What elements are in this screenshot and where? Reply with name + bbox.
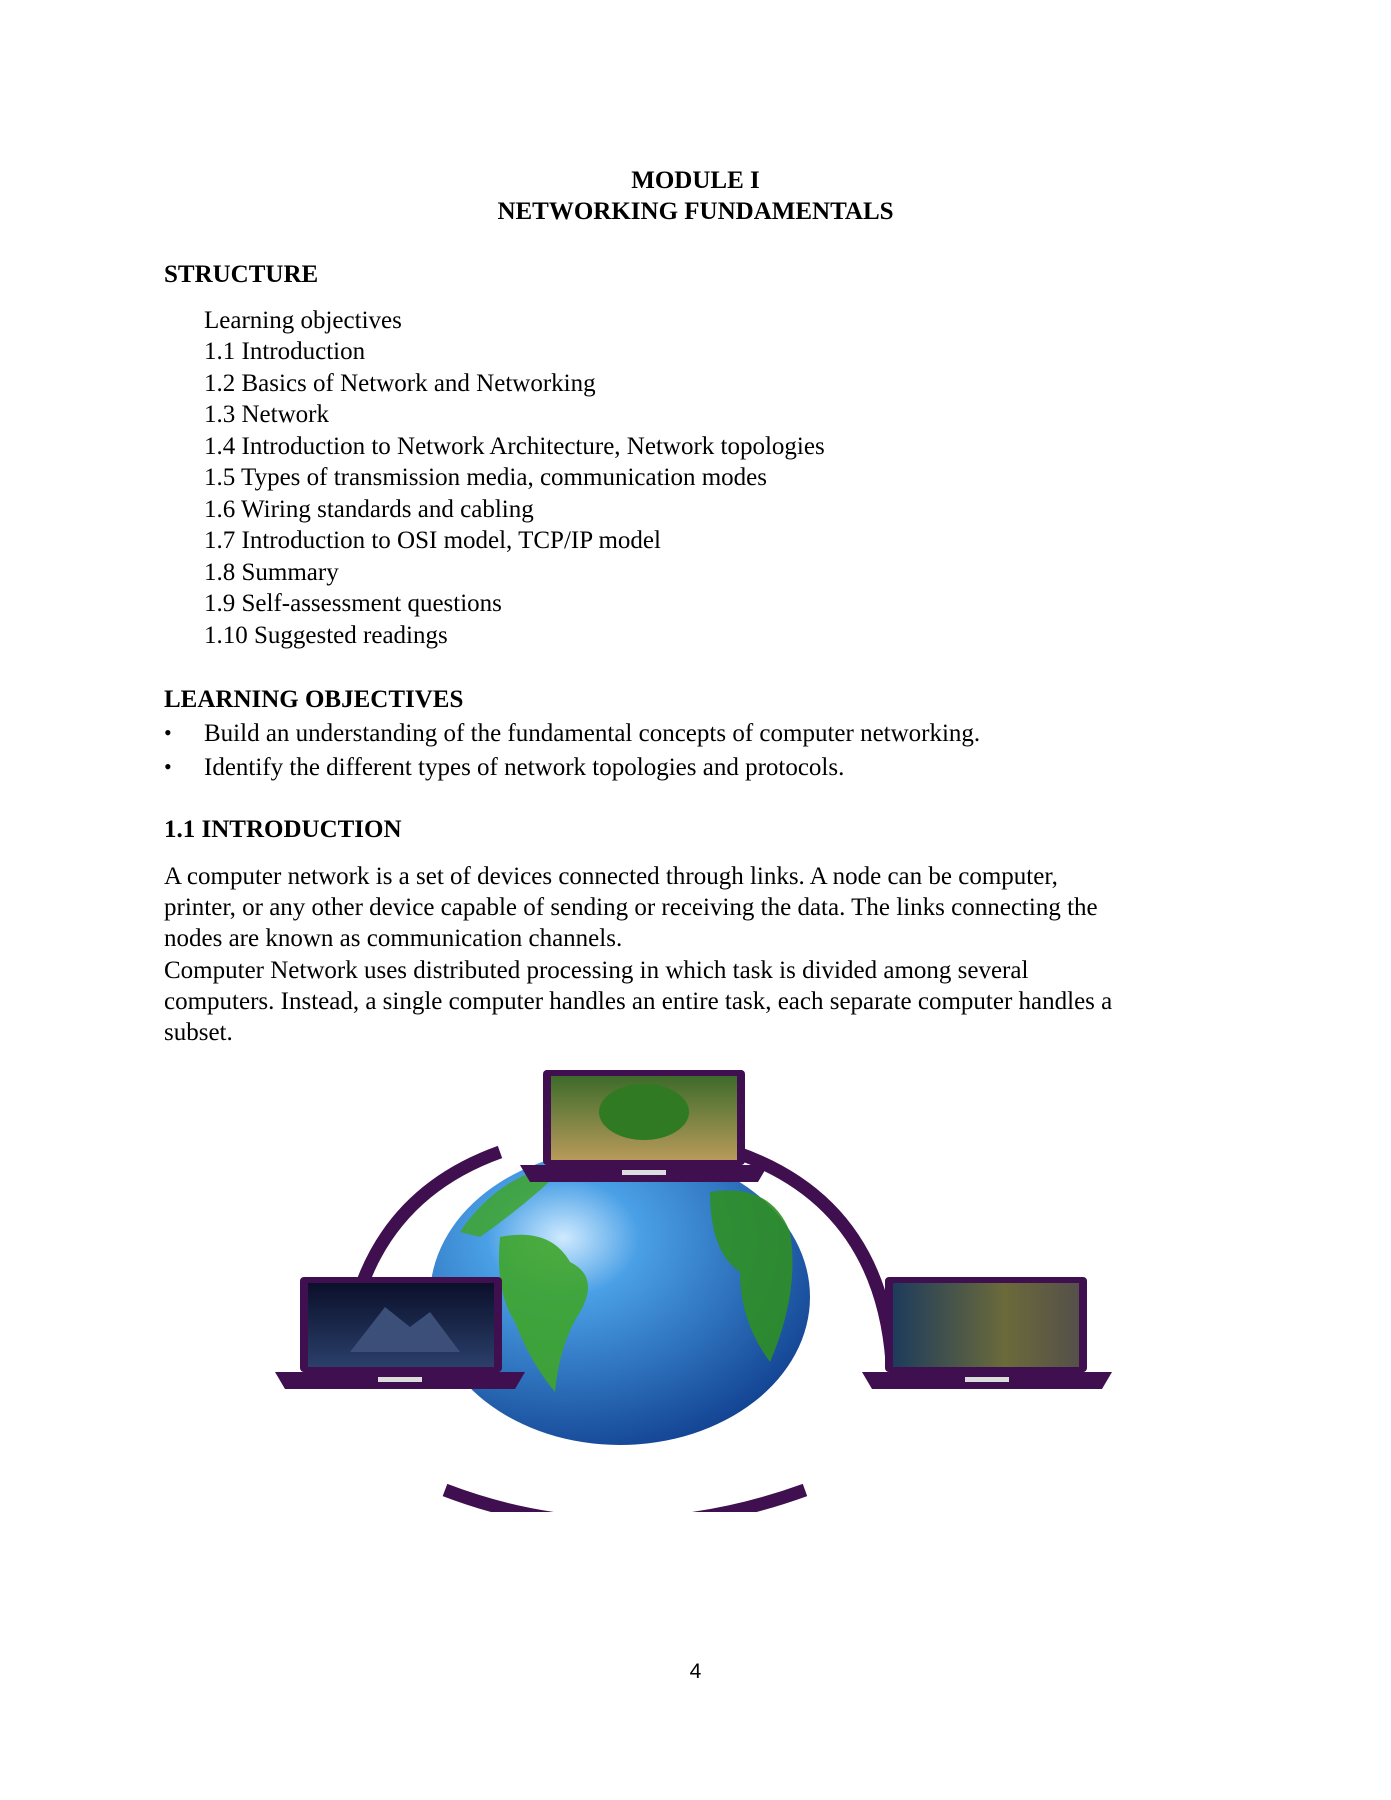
laptop-icon-left	[275, 1277, 525, 1389]
list-item: 1.3 Network	[204, 401, 329, 428]
page-number: 4	[689, 1660, 702, 1683]
paragraph-line: subset.	[164, 1019, 233, 1046]
module-label: MODULE I	[631, 167, 760, 194]
list-item: 1.10 Suggested readings	[204, 622, 448, 649]
bullet-icon: •	[164, 720, 172, 745]
paragraph-line: printer, or any other device capable of sending or receiving the data. The links connecting the	[164, 894, 1098, 921]
list-item: 1.6 Wiring standards and cabling	[204, 496, 534, 523]
list-item: 1.1 Introduction	[204, 338, 366, 365]
paragraph-line: Computer Network uses distributed processing in which task is divided among several	[164, 957, 1029, 984]
objectives-heading: LEARNING OBJECTIVES	[164, 686, 464, 713]
page-title: NETWORKING FUNDAMENTALS	[497, 198, 894, 225]
laptop-icon-right	[862, 1277, 1112, 1389]
list-item: 1.2 Basics of Network and Networking	[204, 370, 596, 397]
arc-bottom	[445, 1490, 805, 1512]
list-item: 1.4 Introduction to Network Architecture, Network topologies	[204, 433, 825, 460]
objective-item: Identify the different types of network topologies and protocols.	[204, 754, 845, 781]
list-item: Learning objectives	[204, 307, 402, 334]
list-item: 1.5 Types of transmission media, communication modes	[204, 464, 767, 491]
paragraph-line: A computer network is a set of devices connected through links. A node can be computer,	[164, 863, 1058, 890]
structure-heading: STRUCTURE	[164, 261, 319, 288]
list-item: 1.8 Summary	[204, 559, 339, 586]
list-item: 1.9 Self-assessment questions	[204, 590, 502, 617]
introduction-heading: 1.1 INTRODUCTION	[164, 816, 402, 843]
network-illustration	[270, 1062, 1120, 1512]
list-item: 1.7 Introduction to OSI model, TCP/IP model	[204, 527, 661, 554]
paragraph-line: computers. Instead, a single computer handles an entire task, each separate computer handles a	[164, 988, 1113, 1015]
laptop-icon-top	[520, 1070, 768, 1182]
objective-item: Build an understanding of the fundamental concepts of computer networking.	[204, 720, 981, 747]
bullet-icon: •	[164, 754, 172, 779]
paragraph-line: nodes are known as communication channels.	[164, 925, 623, 952]
